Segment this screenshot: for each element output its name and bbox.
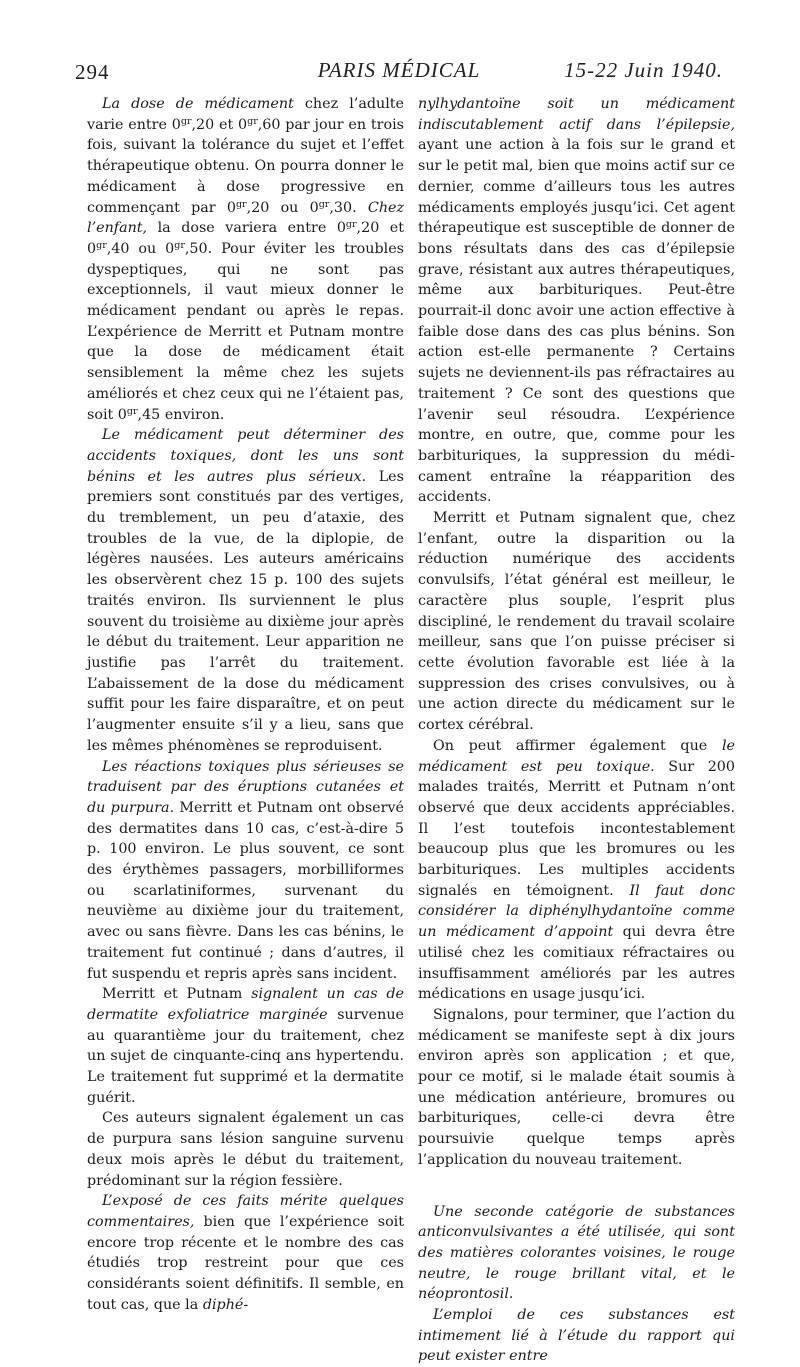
text-run: Sur 200 malades traités, Merritt et Putnam n’ont observé que deux accidents appréciables. Il l’est toutefois incontestablement beaucoup plus que les bromures ou les barbituriques. Les multiples accidents signalés en témoignent. [418, 758, 735, 899]
unit-superscript: gr [345, 219, 357, 231]
text-run: ,60 par jour en trois fois, suivant la tolérance du sujet et l’effet thérapeutique obtenu. On pourra donner le médicament à dose progressive en commençant par 0 [87, 116, 404, 216]
text-run: Ces auteurs signalent également un cas de purpura sans lésion sanguine survenu deux mois après le début du traitement, prédominant sur la région fessière. [87, 1110, 404, 1189]
unit-superscript: gr [96, 239, 107, 251]
running-header [75, 56, 723, 90]
unit-superscript: gr [126, 405, 138, 417]
unit-superscript: gr [180, 115, 192, 127]
unit-superscript: gr [174, 239, 185, 251]
text-run: qui devra être utilisé chez les comitiaux réfractaires ou insuffisamment améliorés par les autres médications en usage jusqu’ici. [418, 924, 735, 1003]
text-run: chez l’adulte varie entre 0 [87, 96, 404, 133]
text-run: ,45 environ. [137, 406, 225, 423]
paragraph [87, 1108, 404, 1191]
text-run: Les premiers sont constitués par des vertiges, du tremblement, un peu d’ataxie, des troubles de la vue, de la diplopie, de légères nausées. Les auteurs américains les observèrent chez 15 p. 100 des sujets traités environ. Ils surviennent le plus souvent du troisième au dixième jour après le début du traitement. Leur apparition ne justifie pas l’arrêt du traitement. L’abaissement de la dose du médicament suffit pour les faire disparaître, et on peut l’augmenter ensuite s’il y a lieu, sans que les mêmes phénomènes se reproduisent. [87, 468, 404, 754]
paragraph [87, 984, 404, 1108]
text-run: ,30. [329, 199, 368, 216]
text-run: Merritt et Putnam [102, 986, 252, 1003]
italic-run: le médicament est peu toxique. [418, 737, 735, 775]
text-run: ,20 et 0 [191, 116, 248, 133]
unit-superscript: gr [318, 198, 330, 210]
right-text-column [418, 94, 735, 1367]
text-run: ,40 ou 0 [106, 240, 175, 257]
text-run: ,20 et 0 [87, 220, 404, 257]
italic-run: nylhydantoïne soit un médicament indiscutablement actif dans l’épilepsie, [418, 96, 735, 133]
text-run: ayant une action à la fois sur le grand et sur le petit mal, bien que moins actif sur ce dernier, comme d’ailleurs tous les autres médicaments employés jusqu’ici. Cet agent thérapeutique est susceptible de donner de bons résultats dans des cas d’épilepsie grave, résistant aux autres thérapeutiques, même aux barbituriques. Peut-être pourrait-il donc avoir une action effective à faible dose dans des cas plus bénins. Son action est-elle permanente ? Certains sujets ne deviennent-ils pas réfractaires au traitement ? Ce sont des questions que l’avenir seul résoudra. L’expérience montre, en outre, que, comme pour les barbituriques, la suppression du médicament entraîne la réapparition des accidents. [418, 137, 735, 506]
text-run: On peut affirmer également que [433, 737, 722, 754]
text-run: bien que l’expérience soit encore trop récente et le nombre des cas étudiés trop restreint pour que ces considérants soient définitifs. Il semble, en tout cas, que la [87, 1213, 404, 1313]
paragraph [87, 757, 404, 985]
paragraph [87, 94, 404, 425]
text-run: ,20 ou 0 [246, 199, 319, 216]
text-run: Signalons, pour terminer, que l’action du médicament se manifeste sept à dix jours environ après son application ; et que, pour ce motif, si le malade était soumis à une médication antérieure, bromures ou barbituriques, celle-ci devra être poursuivie quelque temps après l’application du nouveau traitement. [418, 1006, 735, 1168]
italic-run: Le médicament peut déterminer des accidents toxiques, dont les uns sont bénins et les autres plus sérieux. [87, 427, 404, 485]
text-run: la dose variera entre 0 [147, 220, 346, 237]
italic-run: L’emploi de ces substances est intimement lié à l’étude du rapport qui peut exister entre [418, 1307, 735, 1365]
italic-run: Il faut donc considérer la diphénylhydantoïne comme un médicament d’appoint [418, 882, 735, 941]
italic-run: Chez l’enfant, [87, 199, 405, 237]
issue-date: 15-22 Juin 1940. [564, 58, 723, 82]
text-run: Merritt et Putnam signalent que, chez l’enfant, outre la disparition ou la réduction numérique des accidents convulsifs, l’état général est meilleur, le caractère plus souple, l’esprit plus discipliné, le rendement du travail scolaire meilleur, sans que l’on puisse préciser si cette évolution favorable est liée à la suppression des crises convulsives, ou à une action directe du médicament sur le cortex cérébral. [418, 510, 735, 734]
paragraph [418, 1305, 735, 1367]
unit-superscript: gr [235, 198, 247, 210]
paragraph [87, 425, 404, 756]
italic-run: La dose de médicament [102, 96, 294, 112]
continued-paragraph [418, 94, 735, 508]
italic-run: diphé- [202, 1296, 249, 1313]
text-run: ,50. Pour éviter les troubles dyspeptiques, qui ne sont pas exceptionnels, il vaut mieux donner le médicament pendant ou après le repas. L’expérience de Merritt et Putnam montre que la dose de médicament était sensiblement la même chez les sujets améliorés et chez ceux qui ne l’étaient pas, soit 0 [87, 240, 404, 423]
italic-run: Les réactions toxiques plus sérieuses se traduisent par des éruptions cutanées et du purpura. [87, 758, 404, 816]
italic-run: Une seconde catégorie de substances anticonvulsivantes a été utilisée, qui sont des matières colorantes voisines, le rouge neutre, le rouge brillant vital, et le néoprontosil. [418, 1203, 735, 1303]
journal-title: PARIS MÉDICAL [317, 58, 481, 82]
italic-run: signalent un cas de dermatite exfoliatrice marginée [87, 986, 404, 1023]
text-run: Merritt et Putnam ont observé des dermatites dans 10 cas, c’est-à-dire 5 p. 100 environ. Le plus souvent, ce sont des érythèmes passagers, morbilliformes ou scarlatiniformes, survenant du neuvième au dixième jour du traitement, avec ou sans fièvre. Dans les cas bénins, le traitement fut continué ; dans d’autres, il fut suspendu et repris après sans incident. [87, 799, 404, 982]
text-run: survenue au quarantième jour du traitement, chez un sujet de cinquante-cinq ans hypertendu. Le traitement fut supprimé et la dermatite guérit. [87, 1006, 405, 1106]
page-number: 294 [75, 60, 110, 84]
paragraph [418, 508, 735, 736]
paragraph [87, 1191, 404, 1315]
paragraph [418, 736, 735, 1005]
italic-run: L’exposé de ces faits mérite quelques commentaires, [87, 1193, 404, 1230]
left-text-column [87, 94, 404, 1315]
paragraph [418, 1202, 735, 1306]
unit-superscript: gr [247, 115, 258, 127]
